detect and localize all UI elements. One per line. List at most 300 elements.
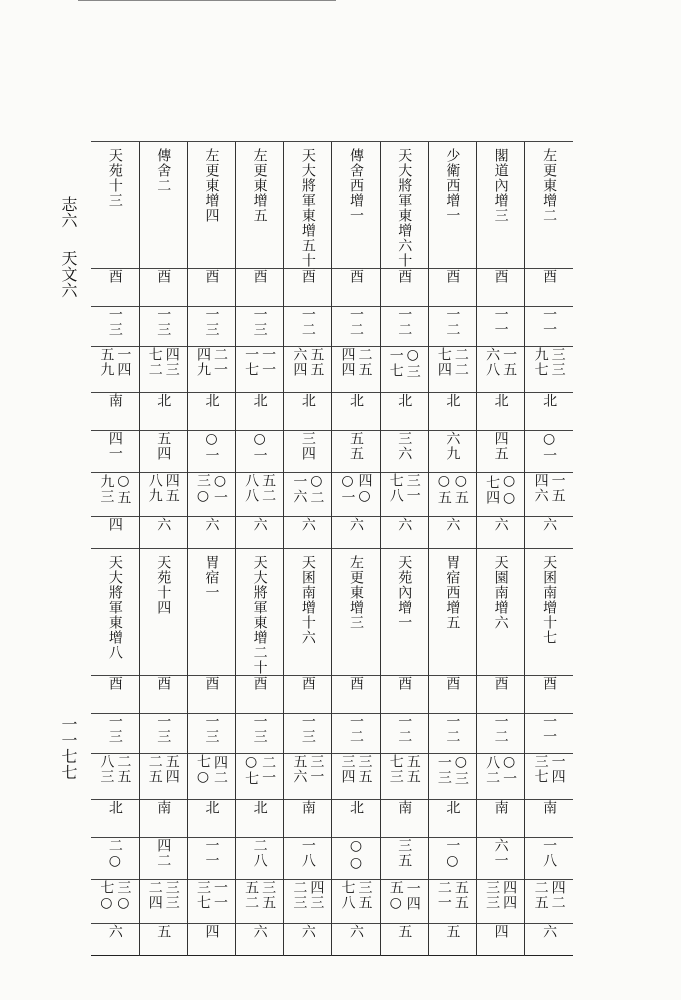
- minute-pair: 四五: [492, 431, 509, 461]
- direction-ns-cell: [236, 800, 284, 838]
- direction-ew: 酉: [396, 676, 413, 691]
- degree-tens-cell: [332, 307, 380, 347]
- minute-pair: ○一: [203, 431, 220, 463]
- direction-ns-cell: [332, 393, 380, 431]
- direction-ew: 酉: [492, 269, 509, 284]
- minute-pair-cell: [380, 431, 428, 473]
- star-name: 傳舍二: [155, 148, 172, 193]
- degree-tens: 一一: [541, 714, 558, 744]
- minute-pair: 三四: [299, 431, 316, 461]
- second-pair-part: 二四: [146, 880, 163, 910]
- star-name: 天苑內增一: [396, 555, 413, 630]
- star-name-cell: [380, 142, 428, 269]
- second-pair-cell: [91, 473, 139, 517]
- direction-ns: 北: [106, 800, 123, 815]
- degree-tens-cell: [91, 307, 139, 347]
- minute-pair-cell: [525, 431, 573, 473]
- degree-pair-part: 七二: [146, 347, 163, 377]
- direction-ew-cell: [236, 676, 284, 714]
- degree-tens: 一二: [396, 307, 413, 337]
- minute-pair-cell: [139, 431, 187, 473]
- star-name-cell: [332, 549, 380, 676]
- second-pair-cell: [428, 880, 476, 924]
- second-pair-part: 一六: [291, 474, 308, 504]
- star-name: 天大將軍東增二十: [251, 555, 268, 675]
- degree-pair-cell: [380, 347, 428, 393]
- star-name-cell: [525, 549, 573, 676]
- direction-ns: 南: [492, 800, 509, 815]
- direction-ew: 酉: [299, 269, 316, 284]
- minute-pair-cell: [284, 838, 332, 880]
- magnitude: 五: [444, 924, 461, 939]
- minute-pair: ○一: [541, 431, 558, 463]
- degree-pair-part: 五九: [98, 347, 115, 377]
- direction-ew-cell: [332, 269, 380, 307]
- minute-pair: 六九: [444, 431, 461, 461]
- magnitude-cell: [187, 924, 235, 956]
- star-name: 天苑十三: [106, 148, 123, 208]
- magnitude: 六: [541, 924, 558, 939]
- degree-tens-cell: [236, 307, 284, 347]
- star-name-cell: [284, 549, 332, 676]
- star-name-cell: [236, 549, 284, 676]
- magnitude-cell: [428, 924, 476, 956]
- direction-ew-cell: [525, 269, 573, 307]
- running-title: [56, 196, 80, 298]
- degree-pair-cell: [332, 347, 380, 393]
- degree-tens: 一三: [251, 307, 268, 337]
- direction-ew: 酉: [155, 676, 172, 691]
- degree-tens: 一三: [155, 714, 172, 744]
- magnitude: 四: [203, 924, 220, 939]
- minute-pair-cell: [477, 838, 525, 880]
- star-name-cell: [187, 549, 235, 676]
- star-name-cell: [91, 142, 139, 269]
- degree-pair-cell: [477, 754, 525, 800]
- direction-ns: 北: [155, 393, 172, 408]
- magnitude-cell: [477, 517, 525, 549]
- direction-ew: 酉: [299, 676, 316, 691]
- degree-pair-part: 一五: [501, 347, 518, 377]
- direction-ew-cell: [284, 676, 332, 714]
- degree-tens: 一三: [299, 714, 316, 744]
- minute-pair: 五四: [155, 431, 172, 461]
- direction-ew-cell: [139, 269, 187, 307]
- direction-ns-cell: [236, 393, 284, 431]
- degree-pair-part: ○一: [501, 754, 518, 786]
- minute-pair: 五五: [348, 431, 365, 461]
- degree-tens: 一二: [299, 307, 316, 337]
- second-pair-part: 四六: [532, 473, 549, 503]
- degree-pair-cell: [284, 347, 332, 393]
- direction-ns: 北: [251, 393, 268, 408]
- direction-ew: 酉: [251, 676, 268, 691]
- direction-ew: 酉: [348, 269, 365, 284]
- second-pair-part: 八九: [146, 473, 163, 503]
- magnitude: 五: [396, 924, 413, 939]
- degree-tens: 一三: [203, 714, 220, 744]
- direction-ew-cell: [91, 676, 139, 714]
- direction-ew-cell: [380, 676, 428, 714]
- direction-ns: 北: [396, 393, 413, 408]
- direction-ns-cell: [139, 393, 187, 431]
- magnitude-cell: [139, 517, 187, 549]
- star-name: 天囷南增十六: [299, 555, 316, 645]
- second-pair-part: 三五: [260, 880, 277, 910]
- degree-tens: 一三: [106, 307, 123, 337]
- minute-pair-cell: [91, 838, 139, 880]
- star-name: 胃宿西增五: [444, 555, 461, 630]
- star-name-cell: [428, 142, 476, 269]
- star-name: 左更東增二: [541, 148, 558, 223]
- second-pair-cell: [525, 473, 573, 517]
- second-pair-part: ○一: [339, 473, 356, 505]
- magnitude: 四: [492, 924, 509, 939]
- direction-ns: 南: [541, 800, 558, 815]
- second-pair-part: ○五: [115, 473, 132, 505]
- degree-tens-cell: [525, 307, 573, 347]
- degree-pair-part: 七四: [435, 347, 452, 377]
- direction-ns-cell: [284, 800, 332, 838]
- star-name-cell: [139, 549, 187, 676]
- degree-tens-cell: [332, 714, 380, 754]
- second-pair-cell: [236, 880, 284, 924]
- minute-pair: 四二: [155, 838, 172, 868]
- second-pair-part: 三五: [356, 880, 373, 910]
- degree-tens: 一三: [203, 307, 220, 337]
- star-name: 天囷南增十七: [541, 555, 558, 645]
- degree-pair-part: 一七: [387, 348, 404, 378]
- magnitude: 六: [251, 924, 268, 939]
- direction-ns: 南: [299, 800, 316, 815]
- minute-pair-cell: [284, 431, 332, 473]
- second-pair-cell: [477, 880, 525, 924]
- second-pair-part: 七四: [484, 475, 501, 505]
- star-name-cell: [236, 142, 284, 269]
- magnitude-cell: [91, 517, 139, 549]
- direction-ns-cell: [91, 800, 139, 838]
- title-a: 志六: [59, 196, 78, 228]
- star-name: 左更東增四: [203, 148, 220, 223]
- page-number: [56, 716, 80, 780]
- direction-ew-cell: [332, 676, 380, 714]
- direction-ew: 酉: [203, 676, 220, 691]
- degree-pair-part: 八三: [98, 754, 115, 784]
- direction-ns: 北: [444, 393, 461, 408]
- top-rule: [78, 0, 336, 1]
- magnitude: 六: [348, 924, 365, 939]
- minute-pair-cell: [187, 838, 235, 880]
- degree-pair-part: ○三: [404, 347, 421, 379]
- degree-tens: 一三: [106, 714, 123, 744]
- direction-ew-cell: [380, 269, 428, 307]
- direction-ns: 北: [203, 800, 220, 815]
- degree-tens-cell: [284, 714, 332, 754]
- star-name: 天苑十四: [155, 555, 172, 615]
- star-name-cell: [91, 549, 139, 676]
- second-pair-cell: [380, 473, 428, 517]
- magnitude-cell: [139, 924, 187, 956]
- second-pair-cell: [284, 473, 332, 517]
- degree-pair-part: 四九: [194, 347, 211, 377]
- direction-ns: 北: [492, 393, 509, 408]
- second-pair-part: 三一: [404, 473, 421, 503]
- degree-pair-cell: [139, 754, 187, 800]
- star-name: 左更東增三: [348, 555, 365, 630]
- second-pair-cell: [477, 473, 525, 517]
- minute-pair-cell: [477, 431, 525, 473]
- minute-pair-cell: [236, 431, 284, 473]
- magnitude: 五: [155, 924, 172, 939]
- star-name: 閣道內增三: [492, 148, 509, 223]
- second-pair-part: 二三: [291, 880, 308, 910]
- degree-tens-cell: [139, 714, 187, 754]
- magnitude: 六: [155, 517, 172, 532]
- second-pair-cell: [139, 880, 187, 924]
- direction-ew-cell: [284, 269, 332, 307]
- magnitude: 六: [492, 517, 509, 532]
- magnitude-cell: [187, 517, 235, 549]
- star-name-cell: [477, 142, 525, 269]
- direction-ew: 酉: [541, 269, 558, 284]
- magnitude-cell: [332, 924, 380, 956]
- degree-pair-part: 二一: [211, 347, 228, 377]
- degree-tens-cell: [139, 307, 187, 347]
- degree-pair-part: 二二: [452, 347, 469, 377]
- degree-pair-part: 四四: [339, 347, 356, 377]
- degree-pair-part: 五六: [291, 754, 308, 784]
- star-name-cell: [380, 549, 428, 676]
- direction-ns: 北: [348, 393, 365, 408]
- second-pair-part: 四二: [549, 880, 566, 910]
- degree-pair-part: ○三: [452, 754, 469, 786]
- minute-pair-cell: [332, 431, 380, 473]
- star-name-cell: [332, 142, 380, 269]
- direction-ew: 酉: [492, 676, 509, 691]
- direction-ns: 南: [155, 800, 172, 815]
- minute-pair-cell: [428, 838, 476, 880]
- magnitude: 六: [348, 517, 365, 532]
- magnitude-cell: [332, 517, 380, 549]
- magnitude: 六: [203, 517, 220, 532]
- degree-tens-cell: [477, 714, 525, 754]
- magnitude-cell: [91, 924, 139, 956]
- star-name: 天園南增六: [492, 555, 509, 630]
- degree-pair-part: 六四: [291, 347, 308, 377]
- second-pair-part: 三○: [115, 880, 132, 912]
- magnitude: 六: [444, 517, 461, 532]
- second-pair-part: ○一: [211, 473, 228, 505]
- direction-ns: 北: [444, 800, 461, 815]
- minute-pair: ○○: [348, 838, 365, 872]
- second-pair-part: 一四: [404, 881, 421, 911]
- second-pair-part: 三三: [163, 880, 180, 910]
- direction-ew-cell: [428, 269, 476, 307]
- second-pair-part: 四三: [308, 880, 325, 910]
- degree-pair-part: 五五: [308, 347, 325, 377]
- second-pair-part: 三三: [484, 880, 501, 910]
- magnitude-cell: [236, 517, 284, 549]
- direction-ns-cell: [187, 800, 235, 838]
- star-catalog-table: [91, 141, 573, 956]
- degree-pair-cell: [236, 347, 284, 393]
- degree-pair-cell: [380, 754, 428, 800]
- degree-pair-cell: [187, 754, 235, 800]
- degree-pair-part: 三七: [532, 754, 549, 784]
- star-name: 天大將軍東增五十: [299, 148, 316, 268]
- degree-tens-cell: [91, 714, 139, 754]
- second-pair-cell: [380, 880, 428, 924]
- degree-tens-cell: [477, 307, 525, 347]
- second-pair-part: 三○: [194, 473, 211, 505]
- direction-ns: 北: [299, 393, 316, 408]
- minute-pair-cell: [332, 838, 380, 880]
- degree-tens-cell: [187, 307, 235, 347]
- degree-pair-part: 三三: [549, 347, 566, 377]
- minute-pair: 三六: [396, 431, 413, 461]
- direction-ns-cell: [428, 393, 476, 431]
- degree-pair-part: ○七: [243, 754, 260, 786]
- degree-pair-part: 四二: [211, 755, 228, 785]
- direction-ew-cell: [525, 676, 573, 714]
- direction-ew: 酉: [541, 676, 558, 691]
- direction-ns-cell: [380, 393, 428, 431]
- degree-pair-part: 二五: [356, 347, 373, 377]
- second-pair-cell: [91, 880, 139, 924]
- second-pair-part: 二五: [532, 880, 549, 910]
- degree-pair-cell: [187, 347, 235, 393]
- magnitude: 六: [541, 517, 558, 532]
- degree-pair-cell: [236, 754, 284, 800]
- page-number-text: 一一七七: [59, 716, 78, 780]
- second-pair-part: 四○: [356, 473, 373, 505]
- star-name-cell: [477, 549, 525, 676]
- degree-tens: 一二: [492, 714, 509, 744]
- magnitude-cell: [525, 517, 573, 549]
- minute-pair-cell: [428, 431, 476, 473]
- magnitude-cell: [477, 924, 525, 956]
- degree-pair-part: 二一: [260, 755, 277, 785]
- magnitude: 六: [299, 517, 316, 532]
- degree-pair-part: 二五: [146, 754, 163, 784]
- direction-ns: 南: [396, 800, 413, 815]
- direction-ns: 南: [106, 393, 123, 408]
- degree-tens-cell: [525, 714, 573, 754]
- direction-ew-cell: [477, 676, 525, 714]
- direction-ns-cell: [284, 393, 332, 431]
- minute-pair-cell: [525, 838, 573, 880]
- second-pair-part: 七○: [98, 880, 115, 912]
- second-pair-part: 三七: [194, 880, 211, 910]
- second-pair-part: ○五: [452, 473, 469, 505]
- direction-ew: 酉: [348, 676, 365, 691]
- direction-ew: 酉: [444, 676, 461, 691]
- minute-pair: 二八: [251, 838, 268, 868]
- direction-ew: 酉: [106, 269, 123, 284]
- degree-pair-cell: [428, 347, 476, 393]
- degree-tens-cell: [428, 714, 476, 754]
- magnitude-cell: [380, 924, 428, 956]
- second-pair-part: 四五: [163, 473, 180, 503]
- degree-pair-cell: [139, 347, 187, 393]
- direction-ew-cell: [428, 676, 476, 714]
- star-name: 天大將軍東增六十: [396, 148, 413, 268]
- minute-pair-cell: [236, 838, 284, 880]
- magnitude-cell: [284, 517, 332, 549]
- degree-pair-part: 九七: [532, 347, 549, 377]
- star-name-cell: [284, 142, 332, 269]
- degree-tens-cell: [428, 307, 476, 347]
- star-name: 少衛西增一: [444, 148, 461, 223]
- degree-pair-cell: [477, 347, 525, 393]
- second-pair-part: 九三: [98, 474, 115, 504]
- degree-pair-part: 一四: [549, 754, 566, 784]
- direction-ns: 北: [348, 800, 365, 815]
- degree-tens: 一一: [541, 307, 558, 337]
- magnitude-cell: [380, 517, 428, 549]
- minute-pair: 一一: [203, 838, 220, 868]
- second-pair-cell: [236, 473, 284, 517]
- direction-ns-cell: [477, 800, 525, 838]
- degree-pair-part: 一一: [260, 347, 277, 377]
- second-pair-cell: [428, 473, 476, 517]
- second-pair-part: ○○: [501, 473, 518, 507]
- direction-ew-cell: [139, 676, 187, 714]
- degree-pair-part: 三四: [339, 754, 356, 784]
- degree-tens: 一三: [155, 307, 172, 337]
- second-pair-part: 五二: [243, 880, 260, 910]
- degree-pair-cell: [91, 754, 139, 800]
- second-pair-cell: [284, 880, 332, 924]
- star-name-cell: [428, 549, 476, 676]
- minute-pair: 一八: [541, 838, 558, 868]
- second-pair-part: 五五: [452, 880, 469, 910]
- second-pair-part: 二一: [435, 880, 452, 910]
- minute-pair-cell: [91, 431, 139, 473]
- degree-tens-cell: [284, 307, 332, 347]
- direction-ns-cell: [525, 800, 573, 838]
- magnitude: 四: [106, 517, 123, 532]
- direction-ns-cell: [428, 800, 476, 838]
- degree-pair-part: 一四: [115, 347, 132, 377]
- second-pair-part: 五二: [260, 473, 277, 503]
- degree-pair-part: 三一: [308, 754, 325, 784]
- degree-tens-cell: [380, 307, 428, 347]
- degree-tens: 一二: [348, 714, 365, 744]
- direction-ns: 北: [203, 393, 220, 408]
- degree-pair-cell: [91, 347, 139, 393]
- star-name-cell: [139, 142, 187, 269]
- direction-ew-cell: [477, 269, 525, 307]
- direction-ew: 酉: [444, 269, 461, 284]
- magnitude: 六: [106, 924, 123, 939]
- degree-pair-part: 四三: [163, 347, 180, 377]
- direction-ns-cell: [477, 393, 525, 431]
- second-pair-part: 五○: [387, 880, 404, 912]
- degree-pair-part: 一七: [243, 347, 260, 377]
- second-pair-cell: [332, 473, 380, 517]
- second-pair-cell: [187, 880, 235, 924]
- minute-pair-cell: [139, 838, 187, 880]
- direction-ns-cell: [525, 393, 573, 431]
- minute-pair: 三五: [396, 838, 413, 868]
- second-pair-cell: [525, 880, 573, 924]
- direction-ew-cell: [187, 269, 235, 307]
- direction-ns: 北: [251, 800, 268, 815]
- minute-pair: 一○: [444, 838, 461, 870]
- direction-ew-cell: [91, 269, 139, 307]
- direction-ew: 酉: [396, 269, 413, 284]
